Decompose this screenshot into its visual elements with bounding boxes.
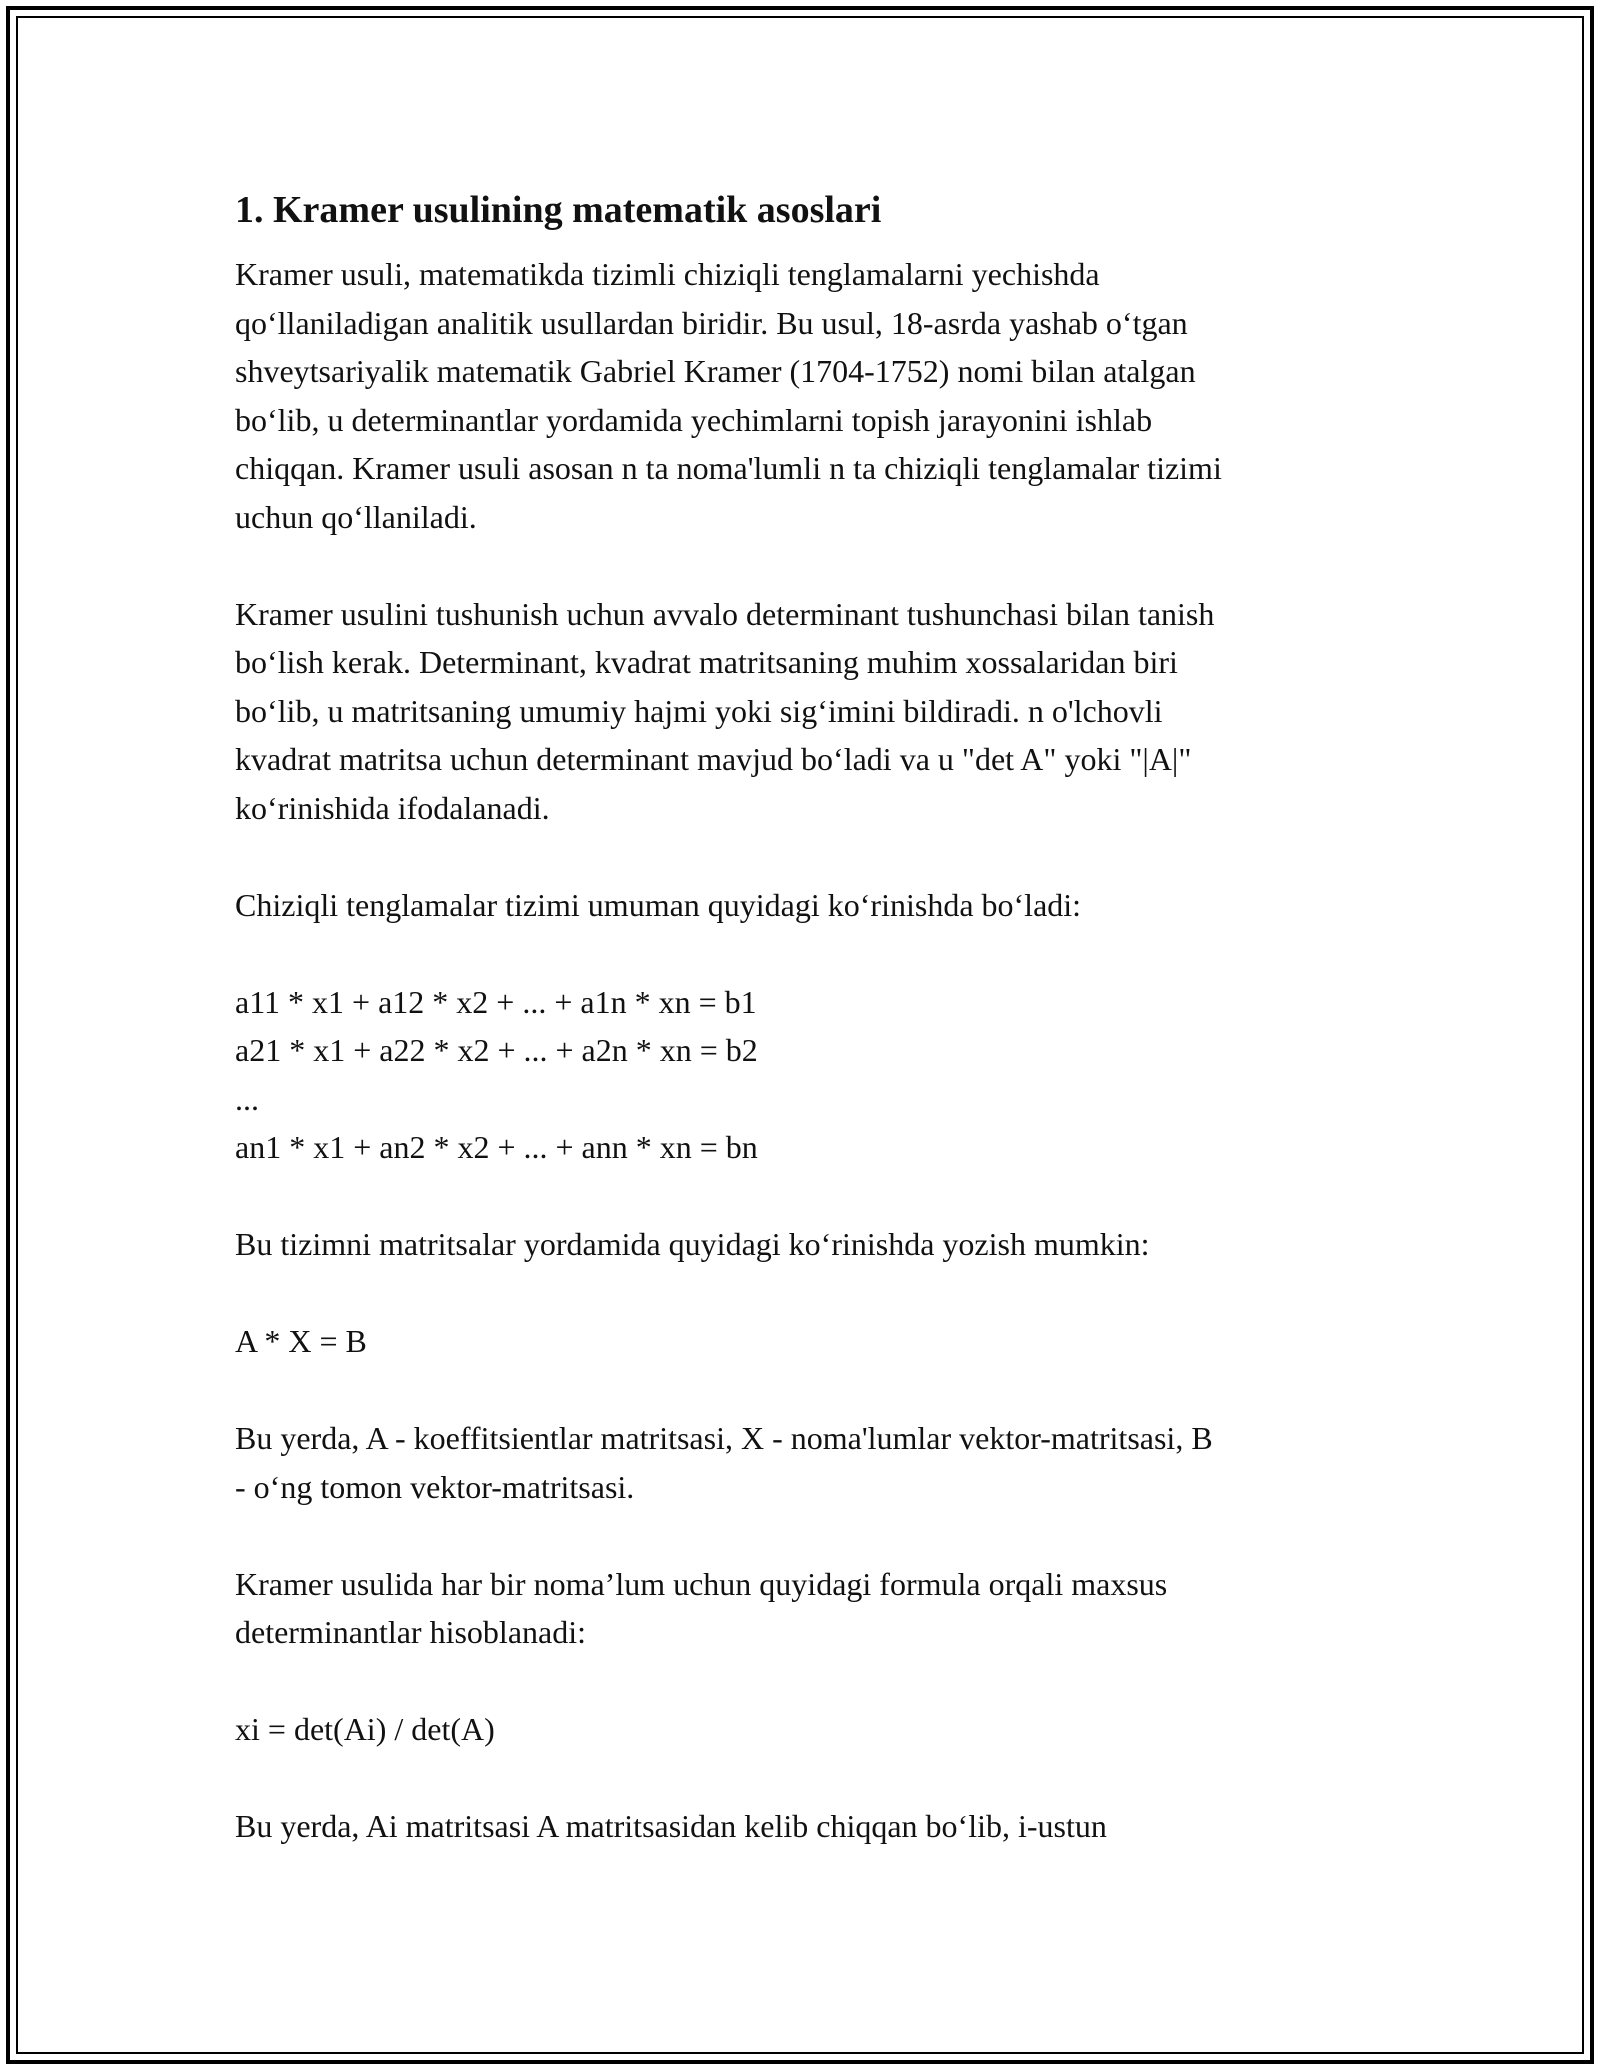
equation-system: a11 * x1 + a12 * x2 + ... + a1n * xn = b1 a21 * x1 + a22 * x2 + ... + a2n * xn = b2 ... an1 * x1 + an2 * x2 + ... + ann * xn = bn: [235, 983, 758, 1165]
section-heading: 1. Kramer usulining matematik asoslari: [235, 189, 882, 231]
paragraph-formula-intro: Kramer usulida har bir noma’lum uchun quyidagi formula orqali maxsus determinantlar hisoblanadi:: [235, 1565, 1168, 1650]
equation-cramer-formula: xi = det(Ai) / det(A): [235, 1711, 495, 1747]
paragraph-definitions: Bu yerda, A - koeffitsientlar matritsasi, X - noma'lumlar vektor-matritsasi, B - o‘ng tomon vektor-matritsasi.: [235, 1420, 1213, 1505]
paragraph-matrix-form: Bu tizimni matritsalar yordamida quyidagi ko‘rinishda yozish mumkin:: [235, 1226, 1150, 1262]
paragraph-system-intro: Chiziqli tenglamalar tizimi umuman quyidagi ko‘rinishda bo‘ladi:: [235, 886, 1082, 923]
paragraph-determinant: Kramer usulini tushunish uchun avvalo determinant tushunchasi bilan tanish bo‘lish kerak. Determinant, kvadrat matritsaning muhim xossalaridan biri bo‘lib, u matritsaning umumiy hajmi yoki sig‘imini bildiradi. n o'lchovli kvadrat matritsa uchun determinant mavjud bo‘ladi va u "det A" yoki "|A|" ko‘rinishida ifodalanadi.: [235, 595, 1215, 826]
equation-matrix: A * X = B: [235, 1323, 367, 1359]
paragraph-intro: Kramer usuli, matematikda tizimli chiziqli tenglamalarni yechishda qo‘llaniladigan analitik usullardan biridir. Bu usul, 18-asrda yashab o‘tgan shveytsariyalik matematik Gabriel Kramer (1704-1752) nomi bilan atalgan bo‘lib, u determinantlar yordamida yechimlarni topish jarayonini ishlab chiqqan. Kramer usuli asosan n ta noma'lumli n ta chiziqli tenglamalar tizimi uchun qo‘llaniladi.: [235, 256, 1222, 535]
document-body: [235, 186, 1375, 1899]
paragraph-ai-matrix: Bu yerda, Ai matritsasi A matritsasidan kelib chiqqan bo‘lib, i-ustun: [235, 1808, 1107, 1844]
